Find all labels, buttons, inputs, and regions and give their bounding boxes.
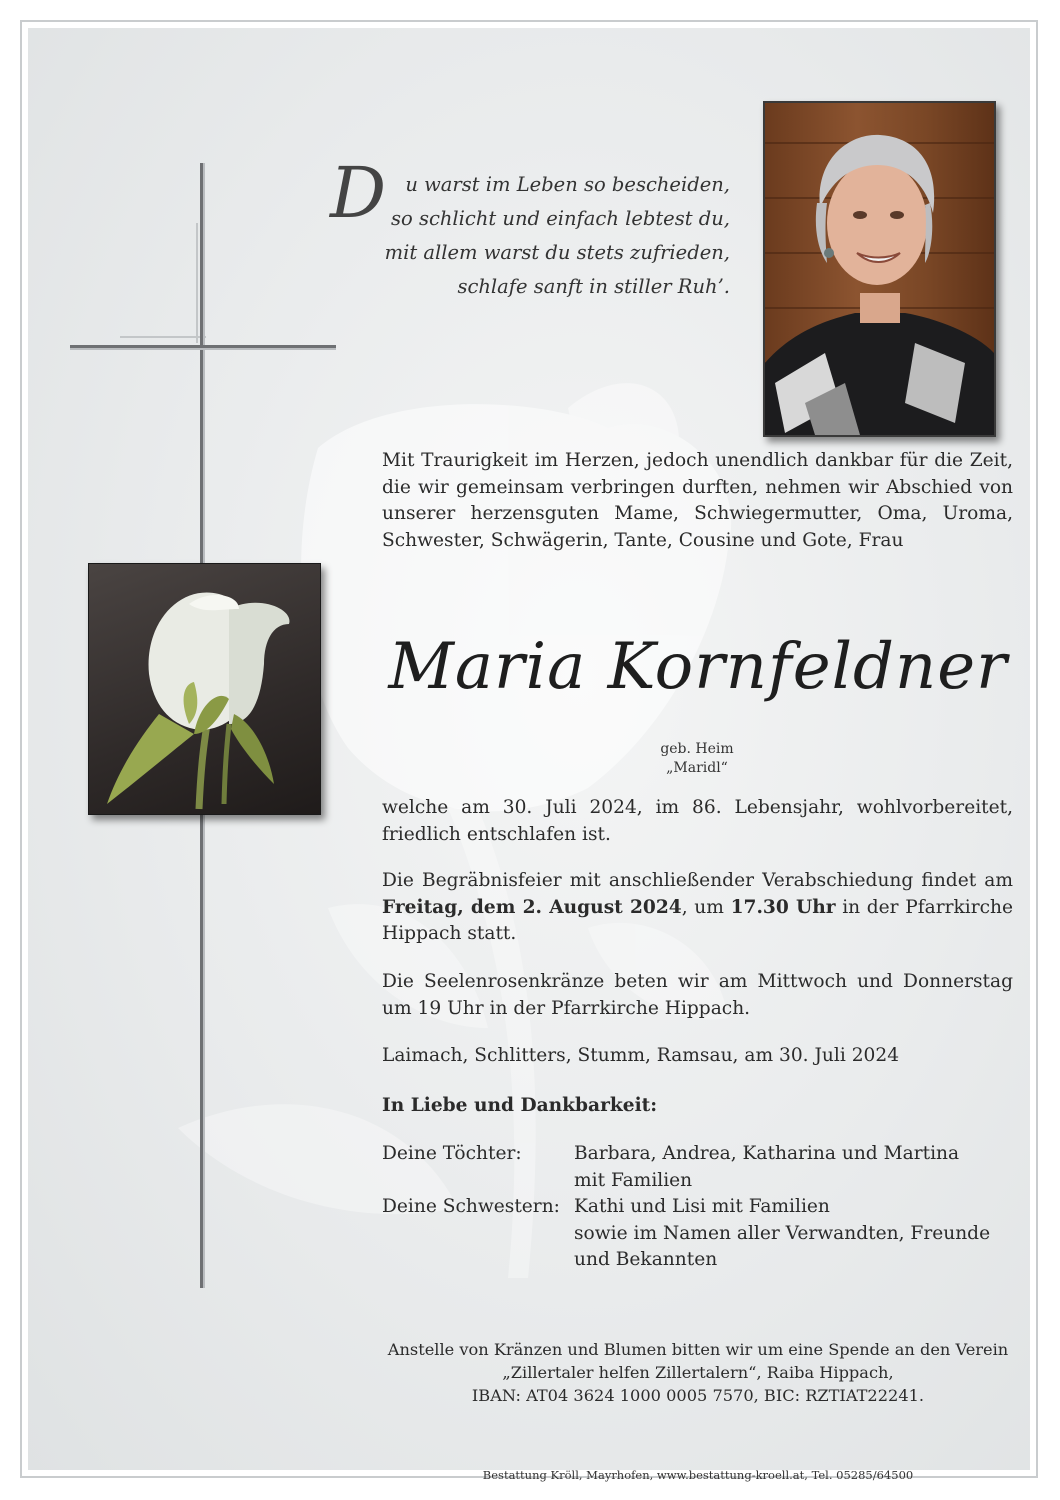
deceased-name: Maria Kornfeldner — [388, 630, 1008, 704]
donation-line: Anstelle von Kränzen und Blumen bitten wir um eine Spende an den Verein — [387, 1340, 1009, 1359]
funeral-date: Freitag, dem 2. August 2024 — [382, 896, 682, 918]
rosary-paragraph: Die Seelenrosenkränze beten wir am Mittwoch und Donnerstag um 19 Uhr in der Pfarrkirche Hippach. — [382, 971, 1013, 1019]
memorial-poem — [330, 152, 730, 304]
nickname: „Maridl“ — [666, 760, 728, 776]
intro-paragraph: Mit Traurigkeit im Herzen, jedoch unendlich dankbar für die Zeit, die wir gemeinsam verbringen durften, nehmen wir Abschied von unserer herzensguten Mame, Schwiegermutter, Oma, Uroma, Schwester, Schwägerin, Tante, Cousine und Gote, Frau — [382, 450, 1013, 551]
cross-shadow-vertical — [196, 223, 198, 343]
mourner-line: Barbara, Andrea, Katharina und Martina — [574, 1143, 960, 1164]
mourner-line: sowie im Namen aller Verwandten, Freunde — [574, 1222, 991, 1244]
funeral-prefix: Die Begräbnisfeier mit anschließender Verabschiedung findet am — [382, 870, 1013, 891]
funeral-time: 17.30 Uhr — [730, 896, 836, 918]
funeral-middle: , um — [681, 896, 724, 918]
poem-line: mit allem warst du stets zufrieden, — [384, 241, 730, 264]
poem-line: u warst im Leben so bescheiden, — [405, 173, 730, 196]
mourners-list — [382, 1141, 1013, 1274]
portrait-photo — [763, 101, 996, 437]
donation-note — [368, 1338, 1028, 1407]
poem-line: schlafe sanft in stiller Ruh’. — [457, 275, 730, 298]
funeral-suffix: in der Pfarrkirche Hippach statt. — [382, 896, 1013, 944]
mourner-label: Deine Schwestern: — [382, 1196, 560, 1217]
obituary-page — [28, 28, 1030, 1482]
mourner-line: und Bekannten — [574, 1249, 718, 1270]
donation-line: „Zillertaler helfen Zillertalern“, Raiba Hippach, — [502, 1363, 894, 1382]
mourner-line: Kathi und Lisi mit Familien — [574, 1196, 830, 1217]
birth-name: geb. Heim — [660, 741, 734, 757]
mourner-names — [574, 1141, 1013, 1194]
mourner-line: mit Familien — [574, 1169, 693, 1191]
rose-icon — [89, 564, 320, 814]
mourner-label: Deine Töchter: — [382, 1143, 522, 1164]
cross-shadow-horizontal — [120, 336, 206, 338]
mourner-row — [382, 1141, 1013, 1194]
closing-line: In Liebe und Dankbarkeit: — [382, 1095, 658, 1116]
donation-line: IBAN: AT04 3624 1000 0005 7570, BIC: RZTIAT22241. — [471, 1386, 925, 1405]
portrait-person-icon — [765, 103, 994, 435]
cross-horizontal-bar — [70, 345, 336, 348]
poem-line: so schlicht und einfach lebtest du, — [391, 207, 730, 230]
white-rose-photo — [88, 563, 321, 815]
funeral-home-footer: Bestattung Kröll, Mayrhofen, www.bestattung-kroell.at, Tel. 05285/64500 — [482, 1468, 914, 1482]
deceased-subname — [602, 740, 792, 778]
death-notice: welche am 30. Juli 2024, im 86. Lebensjahr, wohlvorbereitet, friedlich entschlafen ist. — [382, 797, 1013, 845]
mourner-row — [382, 1194, 1013, 1274]
funeral-paragraph — [382, 868, 1013, 948]
place-date: Laimach, Schlitters, Stumm, Ramsau, am 30. Juli 2024 — [382, 1045, 900, 1066]
mourner-names — [574, 1194, 1013, 1274]
poem-initial: D — [330, 152, 387, 234]
